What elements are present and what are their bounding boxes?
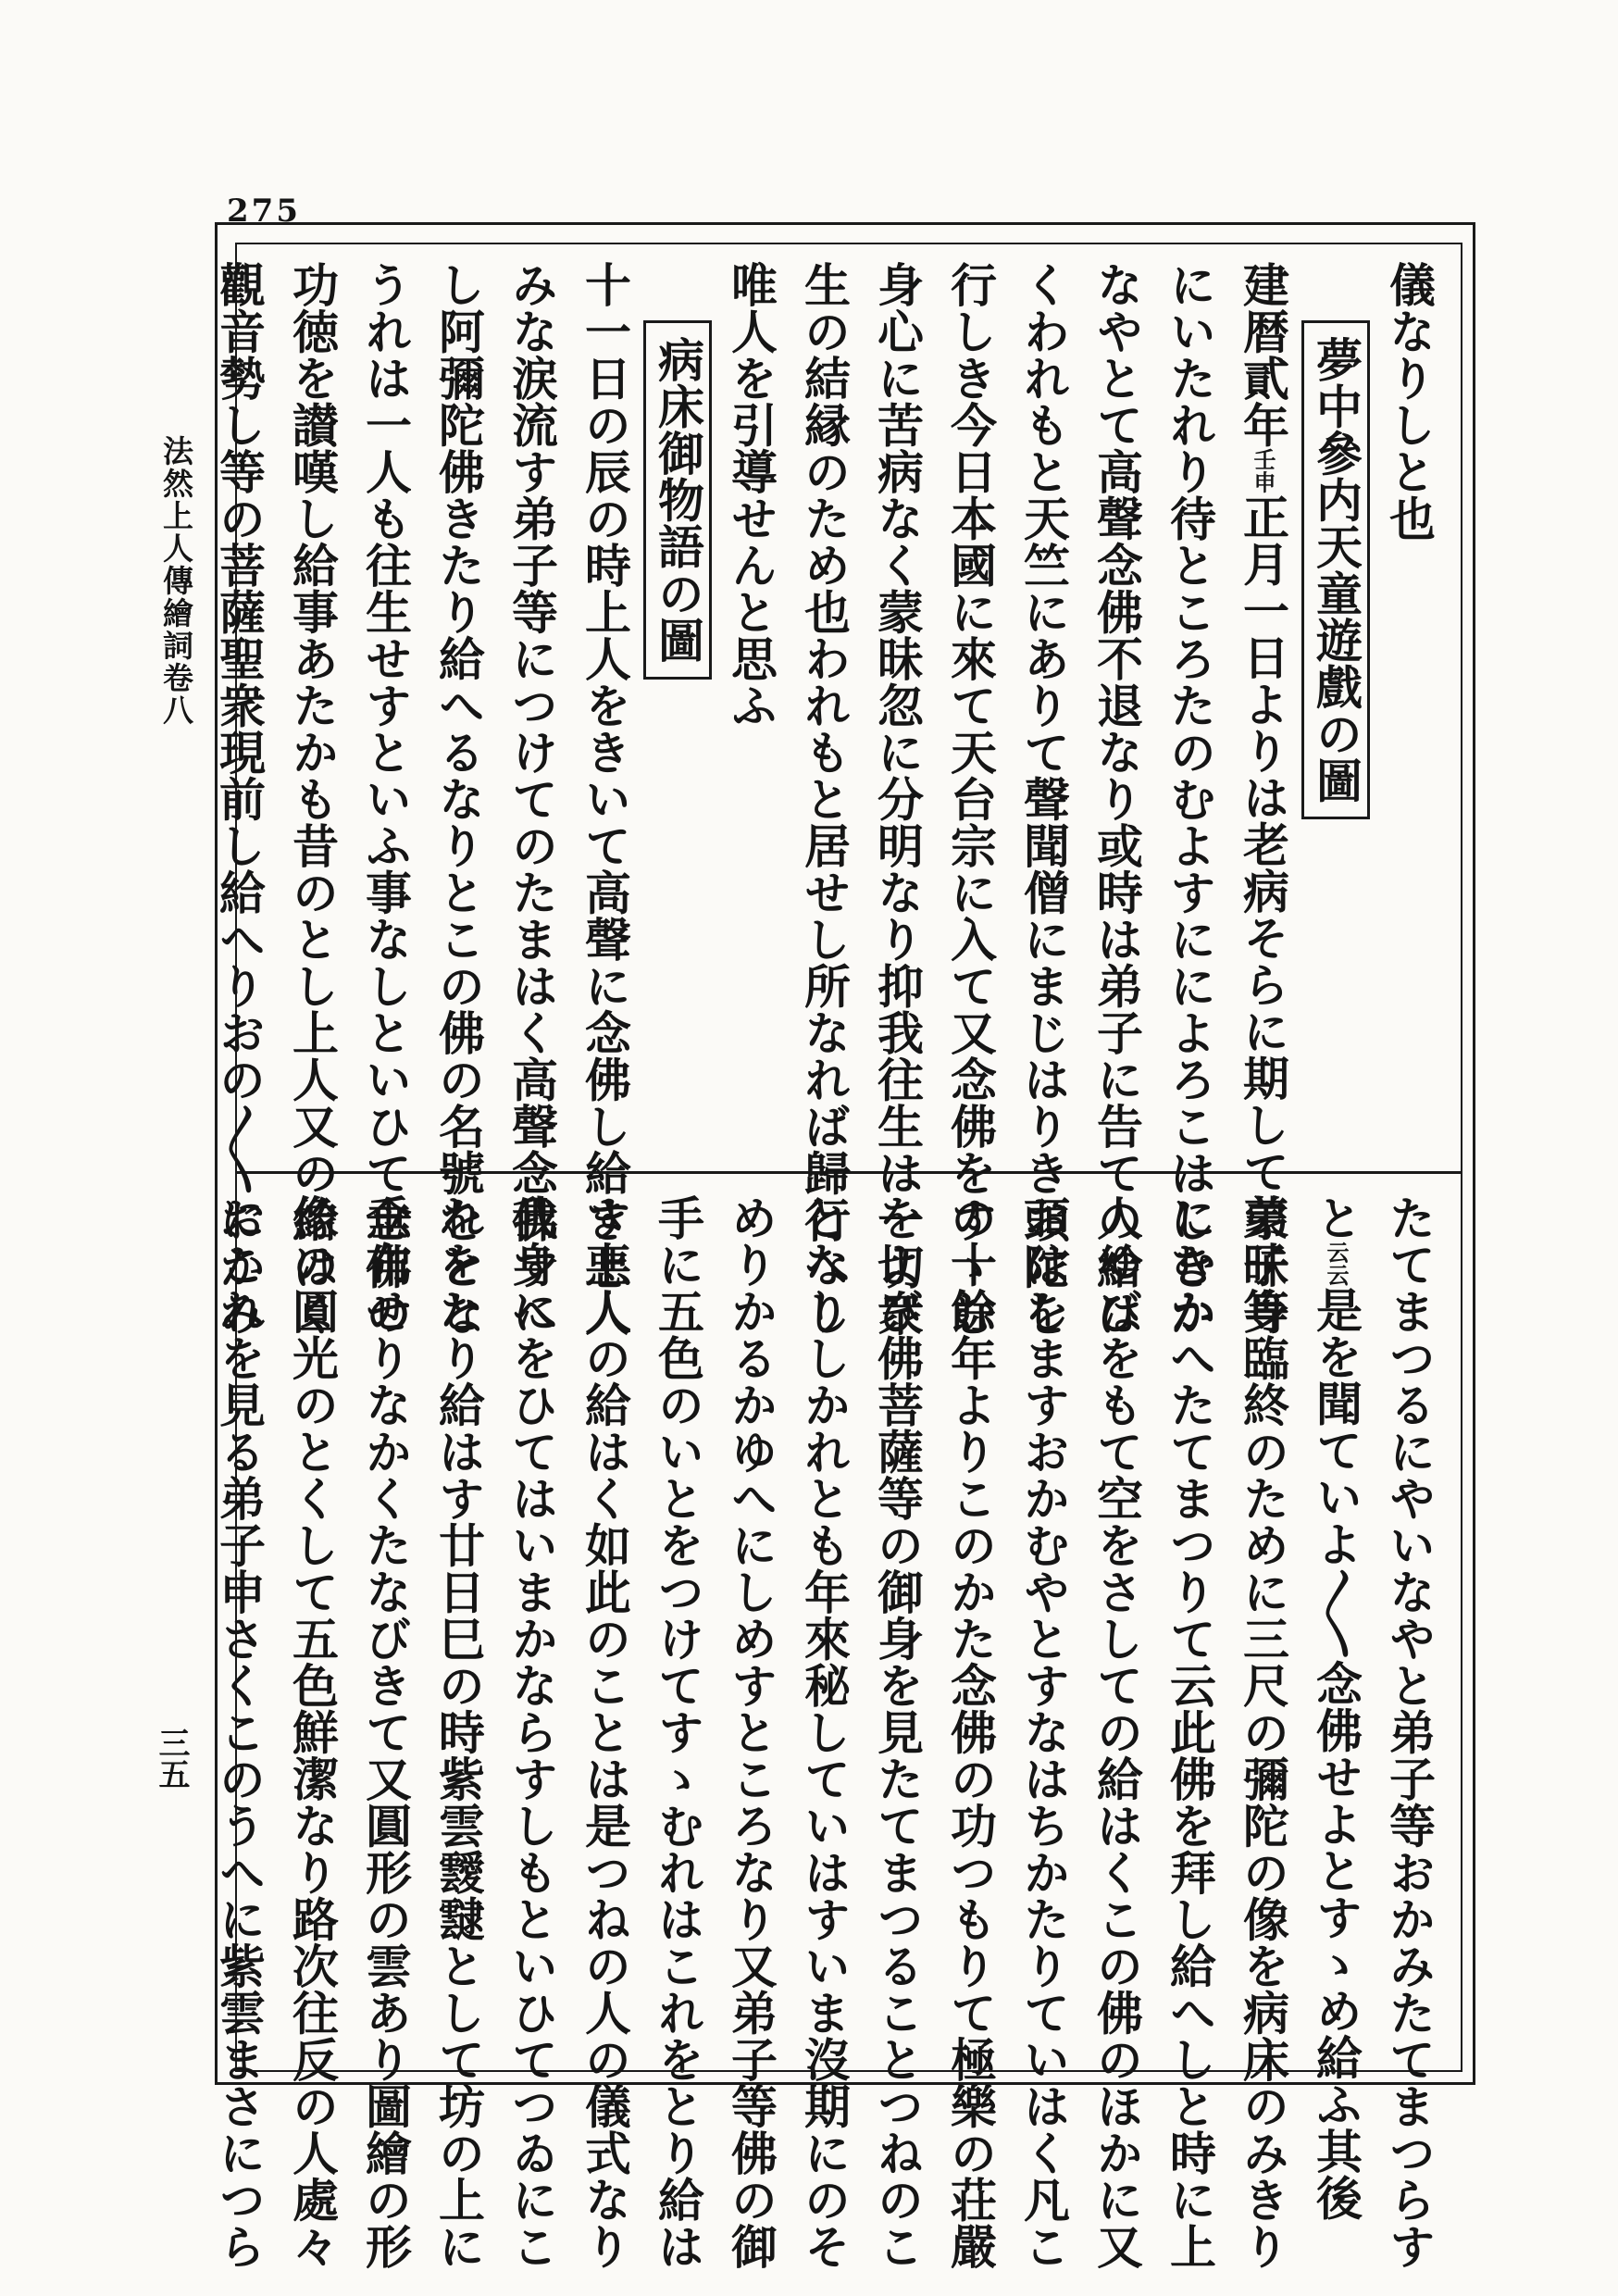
text-column: 人ゆびをもて空をさしての給はくこの佛のほかに又 [1089,1194,1144,2270]
year-annotation: 壬申 [1250,448,1276,493]
text-column: 手に五色のいとをつけてすゝむれはこれをとり給は [651,1194,705,2270]
illustration-caption: 病床御物語の圖 [643,320,712,680]
unzen-annotation: 云云 [1323,1241,1350,1287]
text-column: す上人の給はく如此のことは是つねの人の儀式なり [578,1194,632,2270]
text-column [1300,1194,1373,2221]
text-column: 觀音勢し等の菩薩聖衆現前し給へりおの〳〵おかみ [212,261,267,1336]
text-column: みな涙流す弟子等につけてのたまはく高聲念佛すへ [504,261,559,1337]
text-column: おはしますおかむやとすなはちかたりていはく凡こ [1016,1194,1071,2270]
text-column: し阿彌陀佛きたり給へるなりとこの佛の名號をとな [431,261,486,1337]
text-column [1226,261,1300,1335]
text-column: うれは一人も往生せすといふ事なしといひて念佛の [358,261,413,1337]
text-column: 身心に苦病なく蒙昧忽に分明なり抑我往生は一切衆 [870,261,925,1337]
text-column: くわれもと天竺にありて聲聞僧にまじはりき頭陀を [1016,261,1071,1337]
text-column: めりかるかゆへにしめすところなり又弟子等佛の御 [724,1194,778,2270]
text-column: れをとり給はす廿日巳の時紫雲靉靆として坊の上に [431,1194,486,2270]
text-column: 行しき今日本國に來て天台宗に入て又念佛をすゝむ [943,261,998,1337]
text-run: 是を聞ていよ〳〵念佛せよとすゝめ給ふ其後 [1309,1286,1363,2221]
lower-text-block [212,1194,1446,2270]
text-run: と [1309,1194,1363,1242]
text-column: 弟子等臨終のために三尺の彌陀の像を病床のみきり [1236,1194,1290,2270]
text-column: の十餘年よりこのかた念佛の功つもりて極樂の荘嚴 [943,1194,998,2270]
caption-column [1300,261,1373,1159]
text-column: 儀なりしと也 [1382,261,1437,542]
text-column: 生の結縁のため也われもと居せし所なれば歸行へし [797,261,852,1337]
caption-column [641,261,715,1159]
illustration-caption: 夢中參内天童遊戲の圖 [1301,320,1370,819]
text-column: 我身にをひてはいまかならすしもといひてつゐにこ [504,1194,559,2270]
text-column: たてまつるにやいなやと弟子等おかみたてまつらす [1382,1194,1437,2270]
text-column: にこれを見る弟子申さくこのうへに紫雲まさにつら [212,1194,267,2270]
text-column: 唯人を引導せんと思ふ [724,261,778,729]
text-column: をよび佛菩薩等の御身を見たてまつることつねのこ [870,1194,925,2270]
kanji-page-number: 三五 [153,1727,190,1790]
text-run: 建暦貳年 [1236,261,1290,448]
page-number: 275 [227,193,301,230]
text-column: なやとて高聲念佛不退なり或時は弟子に告ての給は [1089,261,1144,1337]
text-column: 垂布せりなかくたなびきて又圓形の雲あり圖繪の形 [358,1194,413,2270]
book-title: 法然上人傳繪詞卷八 [158,435,194,727]
text-column: となりしかれとも年來秘していはすいま沒期にのそ [797,1194,852,2270]
text-column: にいたれり待ところたのむよすにによろこはしきか [1163,261,1217,1337]
text-column: 十一日の辰の時上人をきいて高聲に念佛し給き悪人 [578,261,632,1337]
text-column: 像の圓光のとくして五色鮮潔なり路次往反の人處々 [285,1194,340,2270]
text-run: 正月一日よりは老病そらに期して蒙昧身 [1236,493,1290,1335]
text-column: にむかへたてまつりて云此佛を拜し給へしと時に上 [1163,1194,1217,2270]
text-column: 功徳を讃嘆し給事あたかも昔のとし上人又の給はく [285,261,340,1337]
